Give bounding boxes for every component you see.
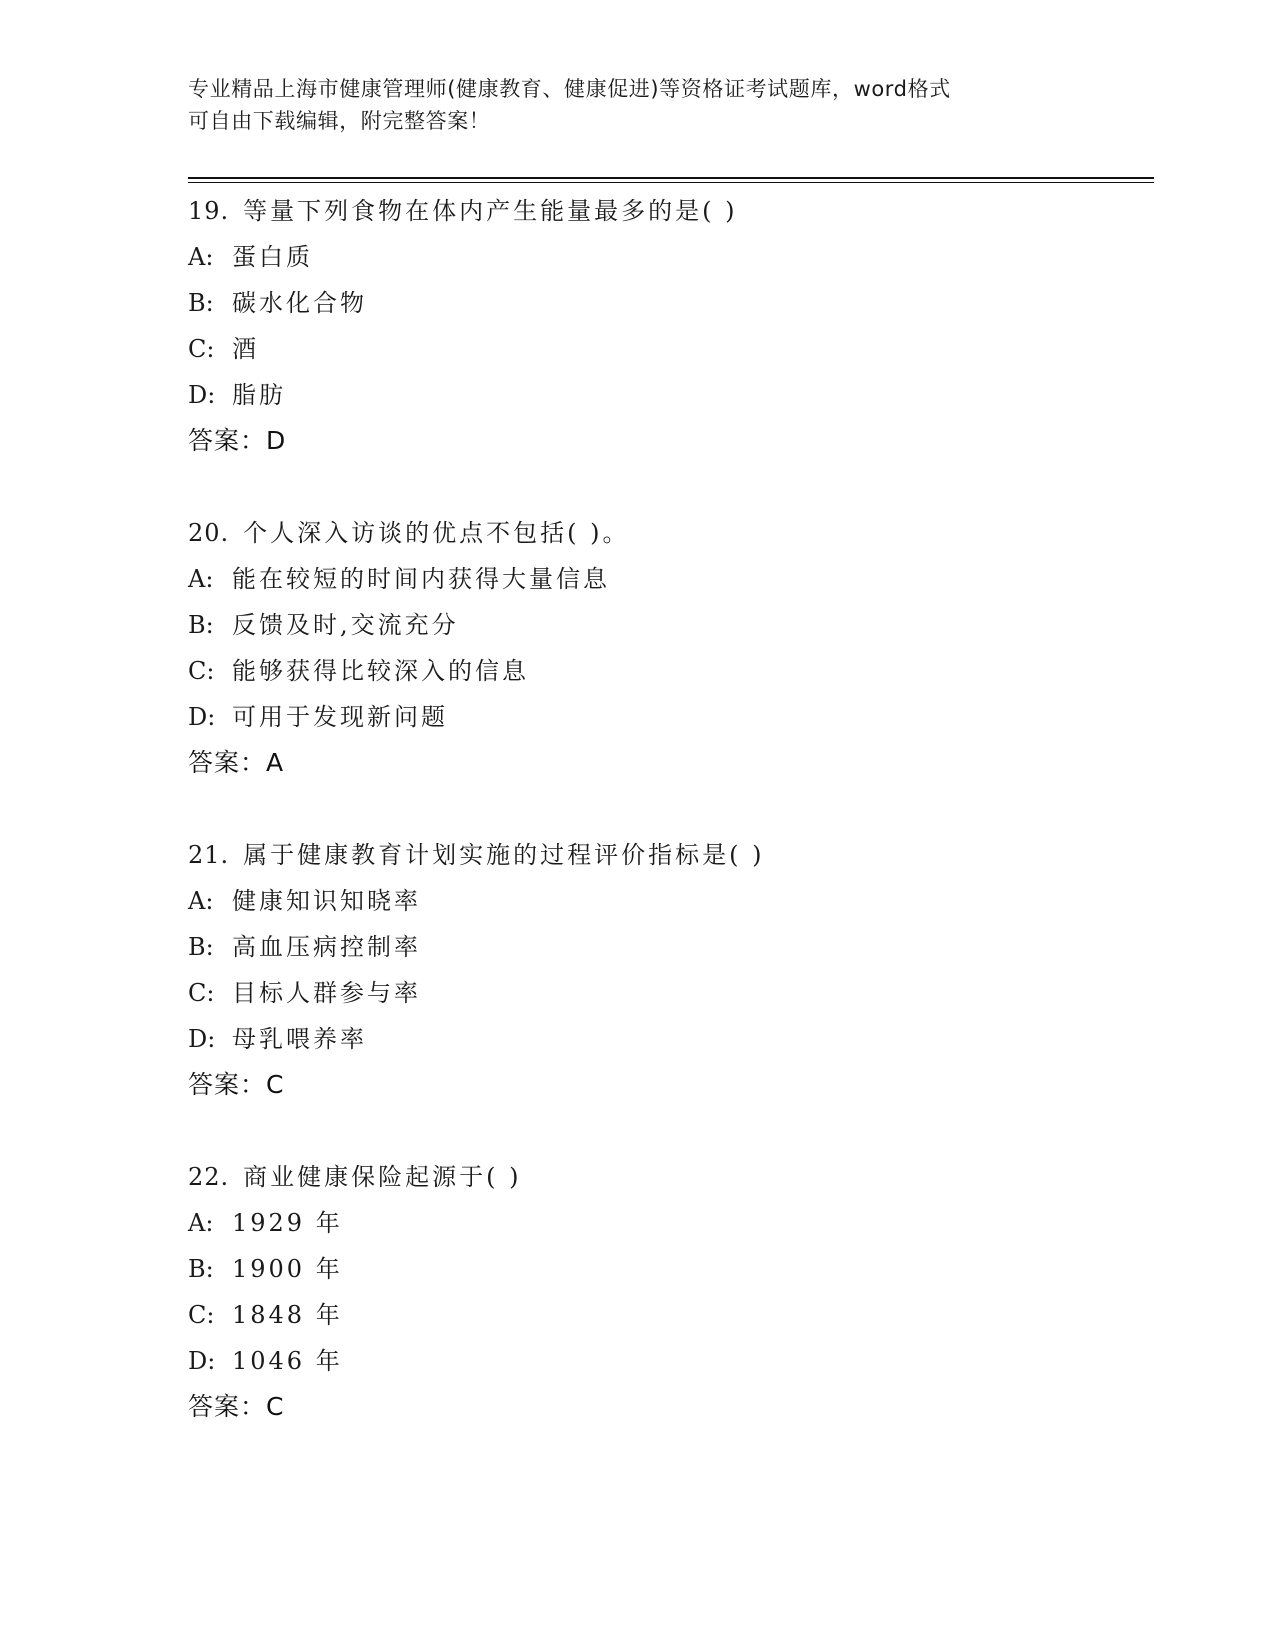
option-text: 目标人群参与率 (232, 979, 421, 1007)
option-key: D: (188, 703, 216, 731)
question-number: 21. (188, 841, 230, 869)
option-key: C: (188, 979, 215, 1007)
question-number: 22. (188, 1163, 230, 1191)
option-key: A: (188, 243, 214, 271)
option-a (188, 878, 1148, 924)
option-d (188, 1338, 1148, 1384)
option-c (188, 970, 1148, 1016)
option-d (188, 372, 1148, 418)
question-list (188, 188, 1148, 1476)
answer-line: 答案：D (188, 426, 287, 455)
option-text: 可用于发现新问题 (232, 703, 448, 731)
question-number: 20. (188, 519, 230, 547)
option-text: 碳水化合物 (232, 289, 367, 317)
question-stem (188, 832, 1148, 878)
option-text: 能在较短的时间内获得大量信息 (232, 565, 610, 593)
option-text: 酒 (232, 335, 259, 363)
option-key: D: (188, 1025, 216, 1053)
option-key: B: (188, 611, 214, 639)
question-text: 等量下列食物在体内产生能量最多的是( ) (243, 197, 738, 225)
option-b (188, 280, 1148, 326)
question-19 (188, 188, 1148, 464)
option-a (188, 556, 1148, 602)
option-c (188, 648, 1148, 694)
question-text: 商业健康保险起源于( ) (243, 1163, 522, 1191)
option-d (188, 1016, 1148, 1062)
option-text: 反馈及时,交流充分 (232, 611, 459, 639)
option-text: 蛋白质 (232, 243, 313, 271)
option-key: D: (188, 381, 216, 409)
answer-line: 答案：C (188, 1392, 285, 1421)
option-key: C: (188, 657, 215, 685)
question-stem (188, 1154, 1148, 1200)
answer-line: 答案：A (188, 748, 285, 777)
option-b (188, 1246, 1148, 1292)
question-20 (188, 510, 1148, 786)
option-text: 脂肪 (232, 381, 286, 409)
header-line-1: 专业精品上海市健康管理师(健康教育、健康促进)等资格证考试题库，word格式 (188, 77, 951, 101)
option-text: 1046 年 (232, 1347, 343, 1375)
question-21 (188, 832, 1148, 1108)
header-line-2: 可自由下载编辑，附完整答案！ (188, 109, 491, 133)
option-key: B: (188, 933, 214, 961)
option-key: C: (188, 1301, 215, 1329)
option-text: 母乳喂养率 (232, 1025, 367, 1053)
question-text: 属于健康教育计划实施的过程评价指标是( ) (243, 841, 765, 869)
option-text: 1900 年 (232, 1255, 343, 1283)
option-c (188, 326, 1148, 372)
option-text: 健康知识知晓率 (232, 887, 421, 915)
option-a (188, 1200, 1148, 1246)
option-key: A: (188, 1209, 214, 1237)
question-22 (188, 1154, 1148, 1430)
option-b (188, 602, 1148, 648)
option-a (188, 234, 1148, 280)
option-key: C: (188, 335, 215, 363)
question-number: 19. (188, 197, 230, 225)
option-b (188, 924, 1148, 970)
question-stem (188, 510, 1148, 556)
option-d (188, 694, 1148, 740)
header-divider-thin (188, 182, 1154, 183)
document-header (188, 73, 1068, 137)
option-key: D: (188, 1347, 216, 1375)
option-text: 高血压病控制率 (232, 933, 421, 961)
option-text: 能够获得比较深入的信息 (232, 657, 529, 685)
header-divider-thick (188, 177, 1154, 179)
option-key: A: (188, 565, 214, 593)
option-c (188, 1292, 1148, 1338)
option-key: B: (188, 1255, 214, 1283)
question-stem (188, 188, 1148, 234)
answer-line: 答案：C (188, 1070, 285, 1099)
option-text: 1929 年 (232, 1209, 343, 1237)
option-key: B: (188, 289, 214, 317)
option-text: 1848 年 (232, 1301, 343, 1329)
option-key: A: (188, 887, 214, 915)
question-text: 个人深入访谈的优点不包括( )。 (243, 519, 630, 547)
